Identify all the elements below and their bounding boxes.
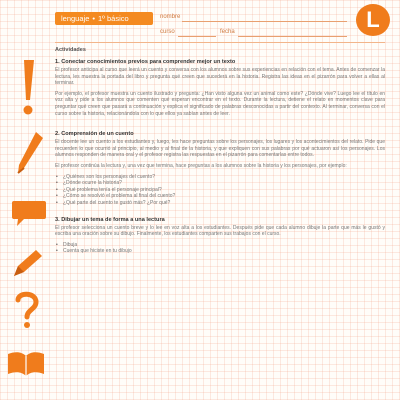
- section-1-paragraph: El profesor anticipa al curso que leerá un cuento y conversa con los alumnos sobre sus experiencias en relación con el tema. Antes de comenzar la lectura, les muestra la portada del libro y pregunta qué creen que sucederá en la historia. Registra las ideas en el pizarrón para volver a ellas al terminar.: [55, 67, 385, 87]
- activities-body: [55, 47, 385, 255]
- section-2-paragraph: El profesor continúa la lectura y, una vez que termina, hace preguntas a los alumnos sobre la historia y los personajes, por ejemplo:: [55, 162, 347, 169]
- subject-banner: [55, 12, 153, 25]
- pencil-icon: [10, 246, 46, 280]
- section-2-heading: 2. Comprensión de un cuento: [55, 131, 134, 138]
- banner-bullet: •: [92, 14, 95, 23]
- date-field[interactable]: [238, 36, 347, 37]
- task-item: • Dibuja: [55, 242, 385, 249]
- open-book-icon: [6, 350, 46, 378]
- question-item: • ¿Dónde ocurre la historia?: [55, 180, 385, 187]
- name-label: nombre: [160, 14, 181, 20]
- question-item: • ¿Qué parte del cuento te gustó más? ¿Por qué?: [55, 200, 385, 207]
- course-field[interactable]: [178, 36, 216, 37]
- exclamation-mark-icon: [14, 58, 40, 118]
- date-label: fecha: [220, 29, 235, 35]
- question-mark-icon: [12, 290, 42, 330]
- page-title: Actividades: [55, 47, 86, 53]
- course-label: curso: [160, 29, 175, 35]
- name-field[interactable]: [182, 21, 347, 22]
- grade-label: 1º básico: [98, 14, 129, 23]
- task-item: • Cuenta que hiciste en tu dibujo: [55, 248, 385, 255]
- question-item: • ¿Qué problema tenía el personaje principal?: [55, 187, 385, 194]
- subject-badge: L: [356, 4, 390, 36]
- section-1-heading: 1. Conectar conocimientos previos para comprender mejor un texto: [55, 59, 236, 65]
- speech-bubble-icon: [10, 198, 48, 228]
- header-divider: [55, 42, 385, 43]
- pen-icon: [12, 130, 46, 176]
- question-item: • ¿Quiénes son los personajes del cuento?: [55, 174, 385, 181]
- section-1-paragraph: Por ejemplo, el profesor muestra un cuento ilustrado y pregunta: ¿Han visto alguna vez un animal como este? ¿Dónde vive? Luego lee el título en voz alta y pide a los alumnos que comenten qué esperan encontrar en el texto. Durante la lectura, detiene el relato en momentos clave para preguntar qué creen que pasará a continuación y explica el significado de palabras desconocidas a partir del contexto. Al terminar, conversa con el curso sobre la historia, relacionándola con lo que ellos ya sabían antes de leer.: [55, 90, 385, 117]
- section-3-heading: 3. Dibujar un tema de forma a una lectura: [55, 216, 165, 223]
- section-2-paragraph: El docente lee un cuento a los estudiantes y, luego, les hace preguntas sobre los personajes, los lugares y los acontecimientos del relato. Pide que recuerden lo que ocurrió al principio, al medio y al final de la historia, y que expliquen con sus palabras por qué actuaron así los personajes. Los alumnos responden de manera oral y el profesor registra las respuestas en el pizarrón para comentarlas entre todos.: [55, 139, 385, 159]
- section-3-paragraph: El profesor selecciona un cuento breve y lo lee en voz alta a los estudiantes. Después pide que cada alumno dibuje la parte que más le gustó y escriba una oración sobre su dibujo. Finalmente, los estudiantes comparten sus trabajos con el curso.: [55, 224, 385, 238]
- subject-label: lenguaje: [61, 14, 90, 23]
- question-item: • ¿Cómo se resolvió el problema al final del cuento?: [55, 193, 385, 200]
